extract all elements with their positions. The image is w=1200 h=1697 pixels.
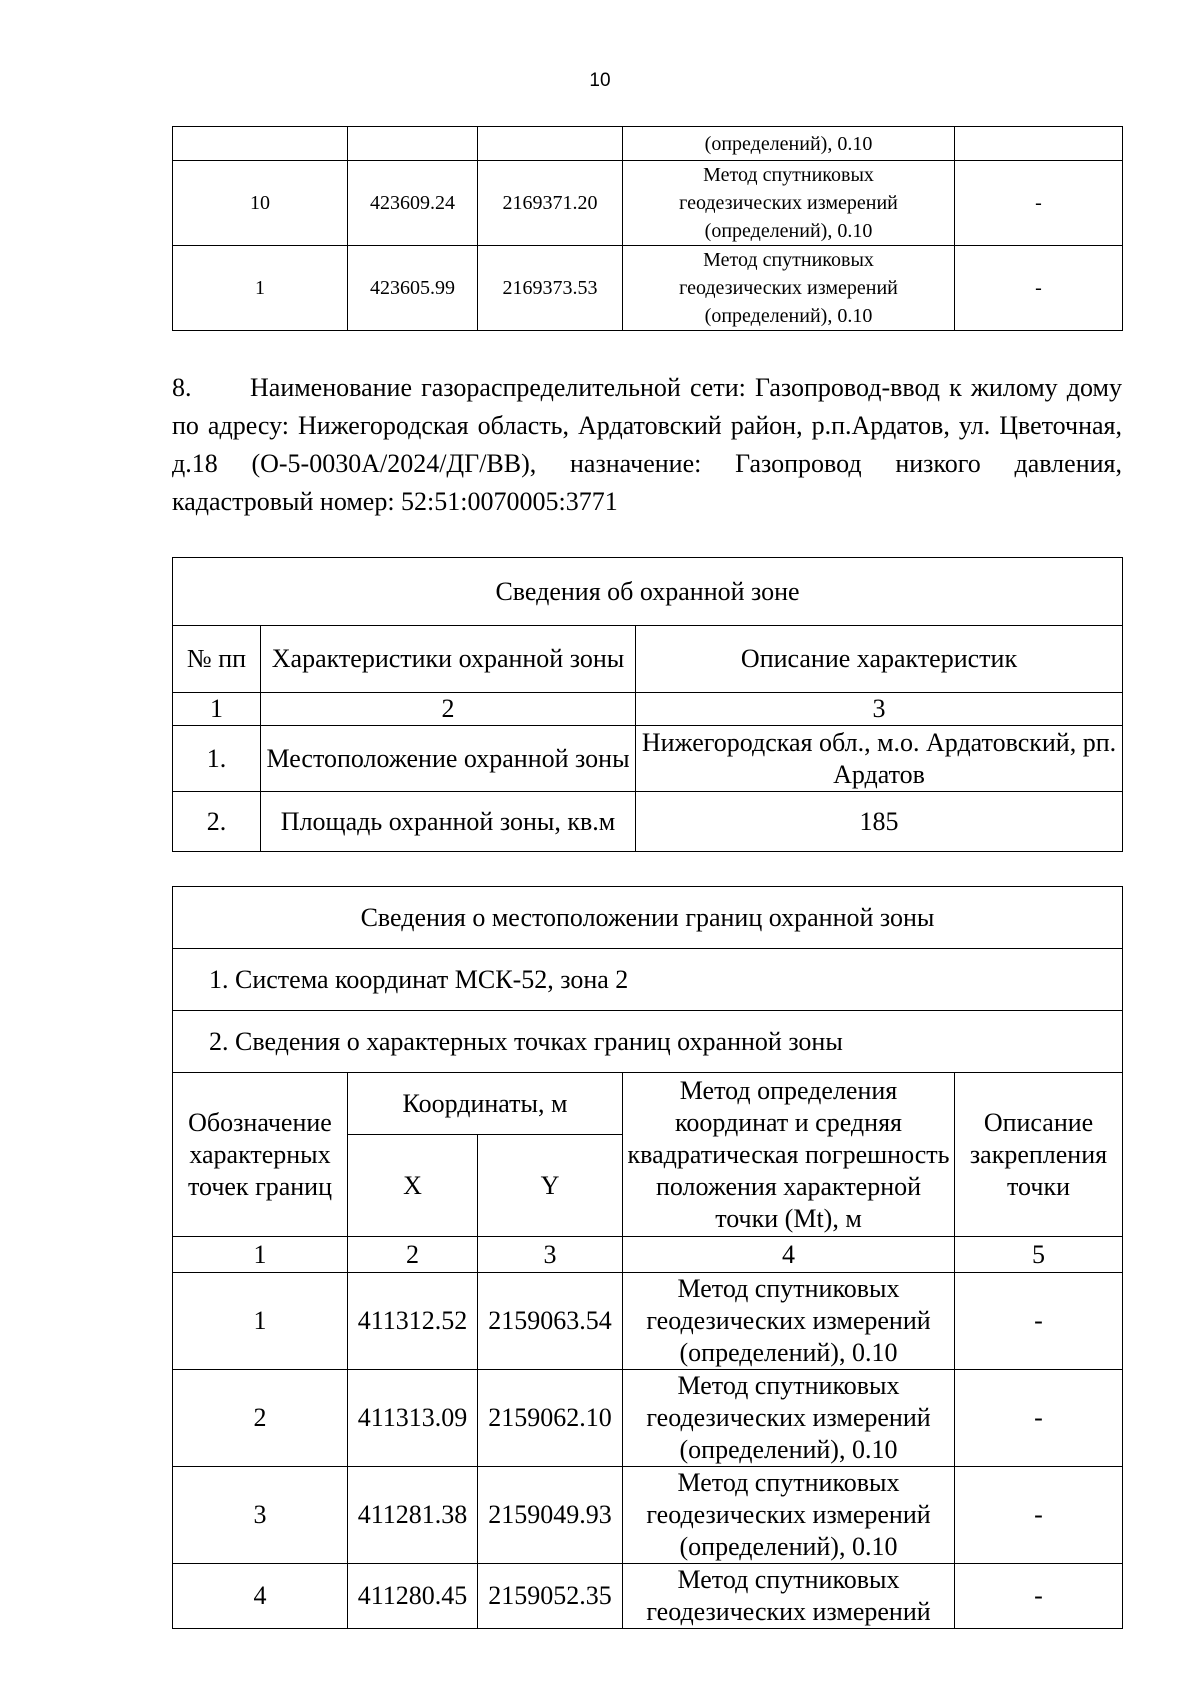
point-row: [173, 1370, 1123, 1467]
index-cell: 1: [173, 1237, 348, 1273]
method-line: Метод спутниковых: [677, 1371, 900, 1400]
method-line: (определений), 0.10: [679, 1435, 898, 1464]
method-cell: [623, 1370, 955, 1467]
point-description: [955, 127, 1123, 161]
method-line: (определений), 0.10: [704, 220, 873, 242]
index-cell: 3: [636, 693, 1123, 726]
method-cell: [623, 1467, 955, 1564]
method-line: (определений), 0.10: [679, 1532, 898, 1561]
header-designation: Обозначение характерных точек границ: [173, 1073, 348, 1237]
point-description: -: [955, 246, 1123, 331]
point-row: [173, 1564, 1123, 1629]
point-description: -: [955, 1467, 1123, 1564]
index-cell: 2: [261, 693, 636, 726]
row-name: Местоположение охранной зоны: [261, 726, 636, 792]
bounds-table: [172, 886, 1123, 1629]
index-cell: 1: [173, 693, 261, 726]
method-line: (определений), 0.10: [679, 1338, 898, 1367]
coord-x: 411281.38: [348, 1467, 478, 1564]
bounds-table-title: Сведения о местоположении границ охранной зоны: [173, 887, 1123, 949]
header-x: X: [348, 1135, 478, 1237]
coord-y: 2159049.93: [478, 1467, 623, 1564]
zone-table-title: Сведения об охранной зоне: [173, 558, 1123, 626]
point-row: [173, 246, 1123, 331]
method-line: Метод спутниковых: [677, 1565, 900, 1594]
points-title: 2. Сведения о характерных точках границ охранной зоны: [173, 1011, 1123, 1073]
point-description: -: [955, 1273, 1123, 1370]
point-description: -: [955, 1370, 1123, 1467]
method-cell: [623, 1564, 955, 1629]
header-description: Описание закрепления точки: [955, 1073, 1123, 1237]
continuation-table: [172, 126, 1123, 331]
method-line: Метод спутниковых: [703, 164, 874, 186]
paragraph-text: Наименование газораспределительной сети: Газопровод-ввод к жилому дому по адресу: Нижегородская область, Ардатовский район, р.п.Ардатов, ул. Цветочная, д.18 (О-5-0030А/2024/ДГ/ВВ), назначение: Газопровод низкого давления, кадастровый номер: 52:51:0070005:3771: [172, 373, 1122, 516]
point-row: [173, 127, 1123, 161]
point-row: [173, 161, 1123, 246]
coord-y: 2159063.54: [478, 1273, 623, 1370]
header-coords: Координаты, м: [348, 1073, 623, 1135]
method-line: (определений), 0.10: [704, 132, 873, 155]
coord-y: [478, 127, 623, 161]
point-number: 4: [173, 1564, 348, 1629]
row-num: 1.: [173, 726, 261, 792]
header-num: № пп: [173, 626, 261, 693]
section-paragraph: [172, 369, 1122, 521]
coord-x: 411313.09: [348, 1370, 478, 1467]
coord-y: 2159052.35: [478, 1564, 623, 1629]
method-line: геодезических измерений: [646, 1306, 931, 1335]
row-value: 185: [636, 792, 1123, 852]
header-description: Описание характеристик: [636, 626, 1123, 693]
method-cell: [623, 127, 955, 161]
header-method: Метод определения координат и средняя квадратическая погрешность положения характерной точки (Mt), м: [623, 1073, 955, 1237]
point-row: [173, 1273, 1123, 1370]
coord-y: 2169371.20: [478, 161, 623, 246]
row-num: 2.: [173, 792, 261, 852]
index-cell: 3: [478, 1237, 623, 1273]
index-cell: 2: [348, 1237, 478, 1273]
index-cell: 5: [955, 1237, 1123, 1273]
method-line: (определений), 0.10: [704, 305, 873, 327]
header-y: Y: [478, 1135, 623, 1237]
point-number: 3: [173, 1467, 348, 1564]
row-value: Нижегородская обл., м.о. Ардатовский, рп. Ардатов: [636, 726, 1123, 792]
page-number: 10: [589, 70, 611, 91]
coord-x: 411312.52: [348, 1273, 478, 1370]
point-row: [173, 1467, 1123, 1564]
method-line: геодезических измерений: [646, 1500, 931, 1529]
point-number: 1: [173, 1273, 348, 1370]
point-description: -: [955, 1564, 1123, 1629]
coord-y: 2169373.53: [478, 246, 623, 331]
method-line: геодезических измерений: [679, 277, 898, 299]
header-characteristics: Характеристики охранной зоны: [261, 626, 636, 693]
point-number: 1: [173, 246, 348, 331]
method-line: геодезических измерений: [679, 192, 898, 214]
method-line: геодезических измерений: [646, 1403, 931, 1432]
point-description: -: [955, 161, 1123, 246]
coord-y: 2159062.10: [478, 1370, 623, 1467]
zone-info-table: [172, 557, 1123, 852]
paragraph-number: 8.: [172, 373, 192, 402]
coord-x: [348, 127, 478, 161]
coord-x: 423609.24: [348, 161, 478, 246]
coord-x: 411280.45: [348, 1564, 478, 1629]
index-cell: 4: [623, 1237, 955, 1273]
method-cell: [623, 1273, 955, 1370]
method-cell: [623, 246, 955, 331]
method-line: Метод спутниковых: [677, 1468, 900, 1497]
point-number: 10: [173, 161, 348, 246]
point-number: [173, 127, 348, 161]
coordinate-system: 1. Система координат МСК-52, зона 2: [173, 949, 1123, 1011]
coord-x: 423605.99: [348, 246, 478, 331]
point-number: 2: [173, 1370, 348, 1467]
row-name: Площадь охранной зоны, кв.м: [261, 792, 636, 852]
method-line: Метод спутниковых: [703, 249, 874, 271]
method-cell: [623, 161, 955, 246]
method-line: Метод спутниковых: [677, 1274, 900, 1303]
method-line: геодезических измерений: [646, 1597, 931, 1626]
